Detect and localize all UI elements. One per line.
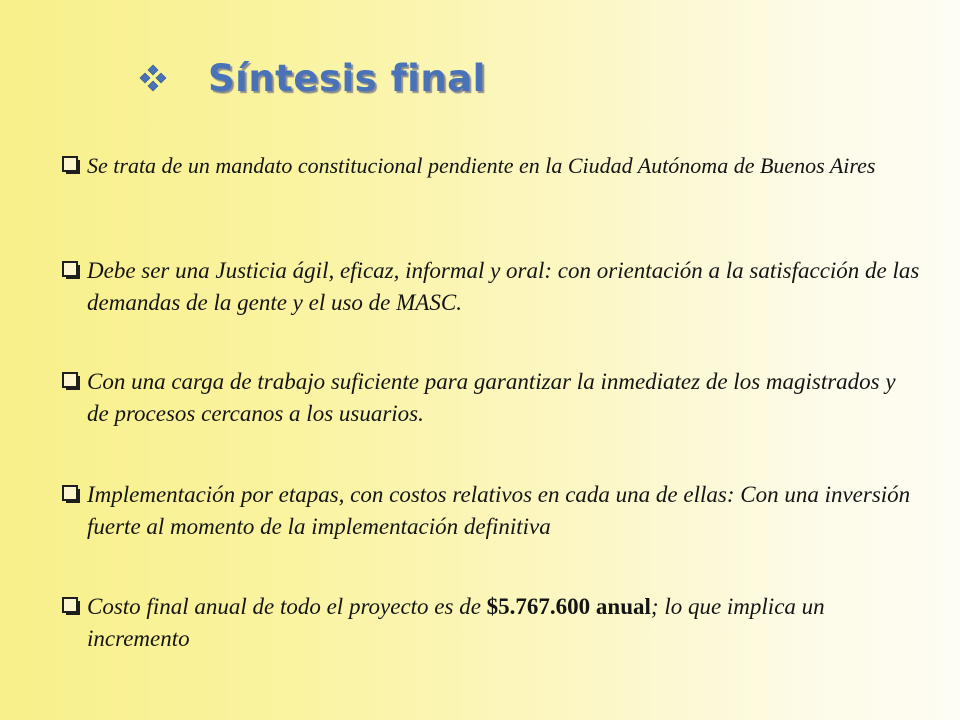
cost-amount: $5.767.600 anual	[486, 594, 651, 619]
hollow-square-shadow-icon	[62, 372, 82, 392]
list-item	[62, 366, 922, 430]
list-item	[62, 150, 922, 182]
slide-title-text: Síntesis final	[208, 56, 486, 100]
cost-text-after: ; lo que implica un incremento	[87, 594, 825, 651]
cost-text-before: Costo final anual de todo el proyecto es de	[87, 594, 487, 619]
list-item-text: Se trata de un mandato constitucional pendiente en la Ciudad Autónoma de Buenos Aires	[87, 153, 876, 178]
hollow-square-shadow-icon	[62, 156, 82, 176]
hollow-square-shadow-icon	[62, 597, 82, 617]
list-item-text	[87, 591, 922, 655]
list-item	[62, 591, 922, 655]
slide-title	[138, 50, 486, 106]
list-item	[62, 255, 922, 319]
hollow-square-shadow-icon	[62, 485, 82, 505]
list-item-text: Debe ser una Justicia ágil, eficaz, informal y oral: con orientación a la satisfacción de las demandas de la gente y el uso de MASC.	[87, 258, 920, 315]
hollow-square-shadow-icon	[62, 261, 82, 281]
diamond-four-icon	[138, 63, 168, 93]
list-item	[62, 479, 922, 543]
list-item-text: Con una carga de trabajo suficiente para garantizar la inmediatez de los magistrados y de procesos cercanos a los usuarios.	[87, 369, 896, 426]
list-item-text: Implementación por etapas, con costos relativos en cada una de ellas: Con una inversión fuerte al momento de la implementación definitiva	[87, 482, 911, 539]
